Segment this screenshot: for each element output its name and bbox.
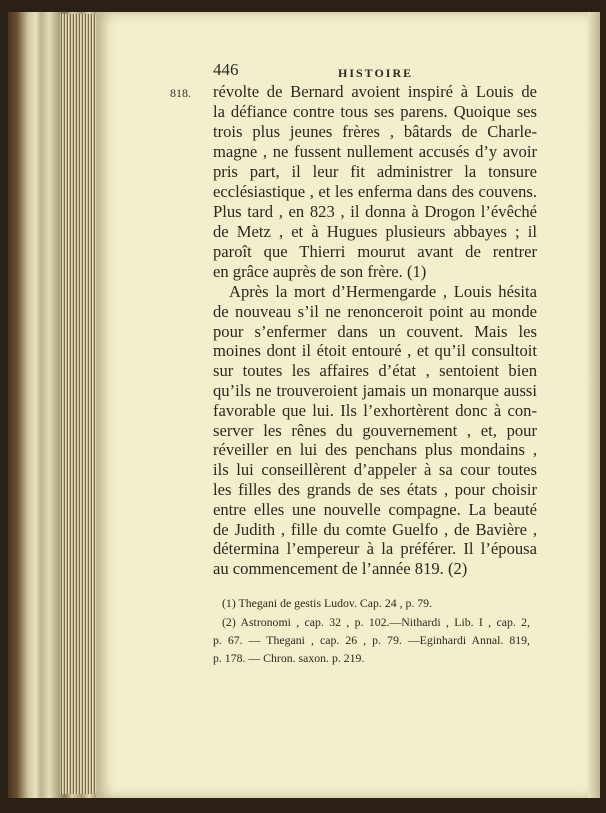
text-line: moines dont il étoit entouré , et qu’il consultoit xyxy=(213,341,537,361)
text-line: sur toutes les affaires d’état , sentoient bien xyxy=(213,361,537,381)
right-page-edge xyxy=(588,12,600,798)
text-line: pris part, il leur fit administrer la tonsure xyxy=(213,162,537,181)
page-number: 446 xyxy=(213,60,239,79)
text-line: trois plus jeunes frères , bâtards de Charle- xyxy=(213,122,537,141)
footnote-line: (2) Astronomi , cap. 32 , p. 102.—Nithardi , Lib. I , cap. 2, xyxy=(222,615,530,629)
footnote-line: p. 178. — Chron. saxon. p. 219. xyxy=(213,651,365,665)
text-line: pour s’enfermer dans un couvent. Mais les xyxy=(213,321,537,341)
page-stack xyxy=(60,14,100,794)
text-line: ils lui conseillèrent d’appeler à sa cour toutes xyxy=(213,460,537,480)
text-line: la défiance contre tous ses parens. Quoique ses xyxy=(213,102,537,121)
text-line: détermina l’empereur à la préférer. Il l’épousa xyxy=(213,539,537,559)
text-line: les filles des grands de ses états , pour choisir xyxy=(213,480,537,499)
text-line: qu’ils ne trouveroient jamais un monarque aussi xyxy=(213,381,537,400)
footnote-line: p. 67. — Thegani , cap. 26 , p. 79. —Eginhardi Annal. 819, xyxy=(213,633,530,647)
text-line: entre elles une nouvelle compagne. La beauté xyxy=(213,499,537,519)
text-line: favorable que lui. Ils l’exhortèrent donc à con- xyxy=(213,400,537,420)
text-line: réveiller en lui des penchans plus mondains , xyxy=(213,440,537,460)
running-title: HISTOIRE xyxy=(338,66,414,80)
footnote-line: (1) Thegani de gestis Ludov. Cap. 24 , p. 79. xyxy=(222,596,433,610)
text-line: en grâce auprès de son frère. (1) xyxy=(213,262,427,281)
text-line: Après la mort d’Hermengarde , Louis hésita xyxy=(229,282,537,301)
text-line: de nouveau s’il ne renonceroit point au monde xyxy=(213,301,537,321)
text-line: ecclésiastique , et les enferma dans des couvens. xyxy=(213,182,537,201)
text-line: de Judith , fille du comte Guelfo , de Bavière , xyxy=(213,519,537,539)
text-line: révolte de Bernard avoient inspiré à Louis de xyxy=(213,82,537,101)
text-line: magne , ne fussent nullement accusés d’y avoir xyxy=(213,142,537,161)
text-line: de Metz , et à Hugues plusieurs abbayes ; il xyxy=(213,222,537,241)
text-line: Plus tard , en 823 , il donna à Drogon l’évêché xyxy=(213,202,537,221)
margin-year: 818. xyxy=(170,86,191,100)
text-line: au commencement de l’année 819. (2) xyxy=(213,559,468,579)
text-line: paroît que Thierri mourut avant de rentrer xyxy=(213,242,537,261)
text-line: server les rênes du gouvernement , et, pour xyxy=(213,420,537,440)
